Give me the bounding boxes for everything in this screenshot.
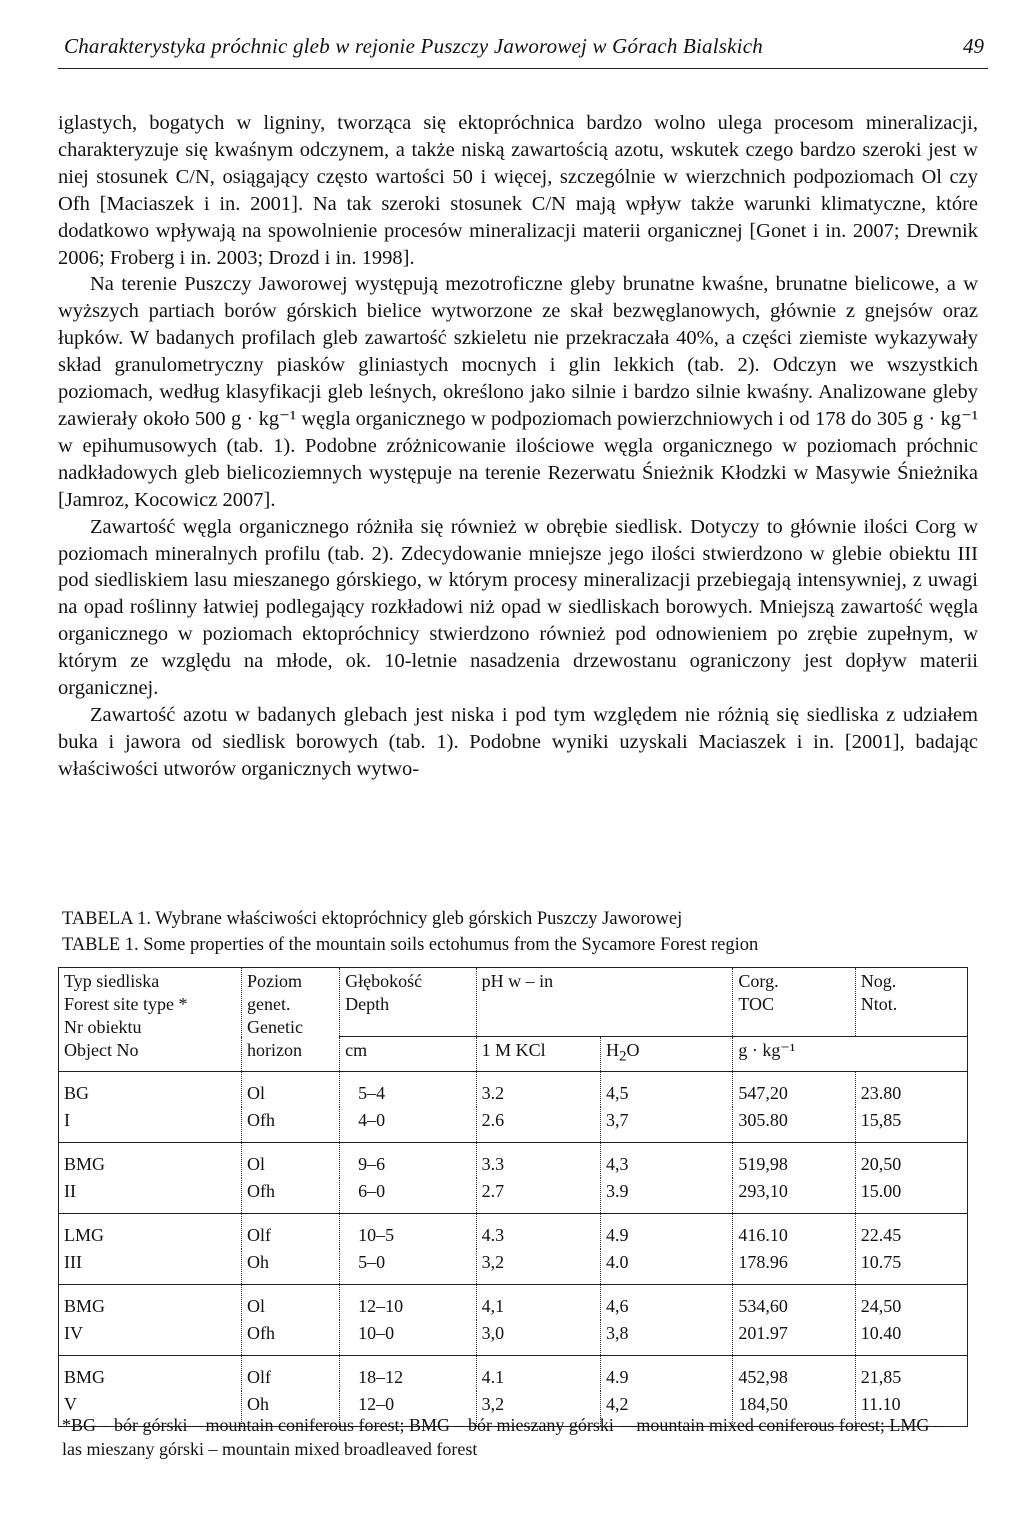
cell-site-type: BMG [59,1142,242,1178]
cell-ph-kcl: 4.1 [476,1355,600,1391]
running-title: Charakterystyka próchnic gleb w rejonie Puszczy Jaworowej w Górach Bialskich [64,34,763,58]
cell-horizon: Ol [242,1142,340,1178]
table-caption-pl: TABELA 1. Wybrane właściwości ektopróchnicy gleb górskich Puszczy Jaworowej [62,909,683,929]
cell-ph-kcl: 2.7 [476,1178,600,1214]
cell-horizon: Ofh [242,1107,340,1143]
cell-horizon: Ofh [242,1320,340,1356]
cell-nog: 11.10 [855,1391,967,1427]
cell-site-type: BG [59,1071,242,1107]
header-text: H [605,1040,619,1060]
paragraph: Zawartość azotu w badanych glebach jest niska i pod tym względem nie różnią się siedliska z udziałem buka i jawora od siedlisk borowych (tab. 1). Podobne wyniki uzyskali Maciaszek i in. [2001], badając właściwości utworów organicznych wytwo- [58,703,978,780]
table-row [59,1284,968,1320]
header-text: Nr obiektu [64,1017,142,1037]
cell-depth: 4–0 [340,1107,477,1143]
table-footnote: *BG – bór górski – mountain coniferous forest; BMG – bór mieszany górski —mountain mixed coniferous forest; LMG – las mieszany górski – mountain mixed broadleaved forest [62,1415,943,1459]
cell-corg: 178.96 [733,1249,855,1285]
cell-depth: 9–6 [340,1142,477,1178]
cell-corg: 416.10 [733,1213,855,1249]
cell-ph-kcl: 4,1 [476,1284,600,1320]
header-text: Głębokość [345,971,423,991]
cell-corg: 519,98 [733,1142,855,1178]
cell-object-no: IV [59,1320,242,1356]
cell-depth: 12–0 [340,1391,477,1427]
cell-ph-h2o: 4.0 [600,1249,732,1285]
cell-ph-h2o: 3,8 [600,1320,732,1356]
cell-ph-kcl: 3.3 [476,1142,600,1178]
cell-depth: 6–0 [340,1178,477,1214]
cell-depth: 18–12 [340,1355,477,1391]
cell-ph-h2o: 3.9 [600,1178,732,1214]
cell-depth: 12–10 [340,1284,477,1320]
header-text: Typ siedliska [64,971,160,991]
header-text: genet. [247,994,291,1014]
cell-corg: 201.97 [733,1320,855,1356]
page-number: 49 [963,34,984,58]
cell-depth: 10–0 [340,1320,477,1356]
cell-object-no: II [59,1178,242,1214]
cell-nog: 15.00 [855,1178,967,1214]
cell-ph-h2o: 4.9 [600,1355,732,1391]
table-row [59,1107,968,1143]
properties-table [58,967,968,1427]
table-row [59,1249,968,1285]
cell-corg: 534,60 [733,1284,855,1320]
cell-ph-kcl: 3,2 [476,1391,600,1427]
table-row [59,1320,968,1356]
cell-nog: 22.45 [855,1213,967,1249]
cell-nog: 15,85 [855,1107,967,1143]
paragraph: Zawartość węgla organicznego różniła się również w obrębie siedlisk. Dotyczy to głównie ilości Corg w poziomach mineralnych profilu (tab. 2). Zdecydowanie mniejsze jego ilości stwierdzono w glebie obiektu III pod siedliskiem lasu mieszanego górskiego, w którym procesy mineralizacji przebiegają intensywniej, z uwagi na opad roślinny łatwiej podlegający rozkładowi niż opad w siedliskach borowych. Mniejszą zawartość węgla organicznego w poziomach ektopróchnicy stwierdzono również pod odnowieniem po zrębie zupełnym, w którym ze względu na młode, ok. 10-letnie nasadzenia drzewostanu ograniczony jest dopływ materii organicznej. [58,515,978,700]
cell-corg: 305.80 [733,1107,855,1143]
running-header [58,34,988,69]
table-row [59,1178,968,1214]
paragraph: iglastych, bogatych w ligniny, tworząca się ektopróchnica bardzo wolno ulega procesom mineralizacji, charakteryzuje się kwaśnym odczynem, a także niską zawartością azotu, wskutek czego bardzo szeroki jest w niej stosunek C/N, osiągający często wartości 50 i więcej, szczególnie w wierzchnich podpoziomach Ol czy Ofh [Maciaszek i in. 2001]. Na tak szeroki stosunek C/N mają wpływ także warunki klimatyczne, które dodatkowo wpływają na spowolnienie procesów mineralizacji materii organicznej [Gonet i in. 2007; Drewnik 2006; Froberg i in. 2003; Drozd i in. 1998]. [58,112,978,269]
header-depth-unit: cm [340,1037,477,1072]
cell-corg: 452,98 [733,1355,855,1391]
header-text: Depth [345,994,390,1014]
cell-ph-h2o: 4,6 [600,1284,732,1320]
cell-horizon: Ofh [242,1178,340,1214]
cell-corg: 293,10 [733,1178,855,1214]
header-text: Nog. [860,971,897,991]
cell-nog: 20,50 [855,1142,967,1178]
cell-ph-kcl: 3.2 [476,1071,600,1107]
cell-depth: 5–0 [340,1249,477,1285]
header-text: Genetic [247,1017,303,1037]
cell-site-type: BMG [59,1284,242,1320]
table-row [59,1355,968,1391]
paragraph: Na terenie Puszczy Jaworowej występują mezotroficzne gleby brunatne kwaśne, brunatne bielicowe, a w wyższych partiach borów górskich bielice wytworzone ze skał bezwęglanowych, głównie z gnejsów oraz łupków. W badanych profilach gleb zawartość szkieletu nie przekraczała 40%, a części ziemiste wykazywały skład granulometryczny piasków gliniastych mocnych i glin lekkich (tab. 2). Odczyn we wszystkich poziomach, według klasyfikacji gleb leśnych, określono jako silnie i bardzo silnie kwaśny. Analizowane gleby zawierały około 500 g · kg⁻¹ węgla organicznego w podpoziomach powierzchniowych i od 178 do 305 g · kg⁻¹ w epihumusowych (tab. 1). Podobne zróżnicowanie ilościowe węgla organicznego w poziomach próchnic nadkładowych gleb bielicoziemnych występuje na terenie Rezerwatu Śnieżnik Kłodzki w Masywie Śnieżnika [Jamroz, Kocowicz 2007]. [58,273,978,511]
cell-ph-kcl: 4.3 [476,1213,600,1249]
header-text: pH w – in [481,971,554,991]
header-text: horizon [247,1040,302,1060]
header-text: Corg. [738,971,779,991]
table-header-row [59,968,968,1037]
table-row [59,1071,968,1107]
header-corg [733,968,855,1037]
header-depth [340,968,477,1037]
cell-site-type: LMG [59,1213,242,1249]
cell-horizon: Oh [242,1249,340,1285]
cell-ph-h2o: 4,2 [600,1391,732,1427]
table-row [59,1142,968,1178]
cell-horizon: Ol [242,1071,340,1107]
header-text: Object No [64,1040,139,1060]
cell-ph-h2o: 3,7 [600,1107,732,1143]
table-row [59,1213,968,1249]
header-text: Poziom [247,971,303,991]
header-ph-h2o [600,1037,732,1072]
table-body [59,1071,968,1426]
cell-nog: 10.75 [855,1249,967,1285]
header-text: TOC [738,994,775,1014]
cell-depth: 10–5 [340,1213,477,1249]
cell-ph-kcl: 3,2 [476,1249,600,1285]
cell-depth: 5–4 [340,1071,477,1107]
cell-object-no: I [59,1107,242,1143]
header-horizon [242,968,340,1072]
cell-horizon: Olf [242,1213,340,1249]
cell-horizon: Ol [242,1284,340,1320]
cell-site-type: BMG [59,1355,242,1391]
header-unit: g · kg⁻¹ [733,1037,968,1072]
cell-corg: 547,20 [733,1071,855,1107]
cell-nog: 24,50 [855,1284,967,1320]
cell-horizon: Olf [242,1355,340,1391]
body-text [58,110,978,783]
header-text: 2 [618,1048,627,1065]
cell-nog: 10.40 [855,1320,967,1356]
cell-nog: 21,85 [855,1355,967,1391]
cell-ph-h2o: 4.9 [600,1213,732,1249]
table-caption-en: TABLE 1. Some properties of the mountain soils ectohumus from the Sycamore Forest region [62,935,759,955]
header-nog [855,968,967,1037]
cell-ph-kcl: 3,0 [476,1320,600,1356]
cell-horizon: Oh [242,1391,340,1427]
header-text: Forest site type * [64,994,188,1014]
header-ph [476,968,733,1037]
cell-ph-kcl: 2.6 [476,1107,600,1143]
cell-ph-h2o: 4,5 [600,1071,732,1107]
header-site-type [59,968,242,1072]
cell-nog: 23.80 [855,1071,967,1107]
cell-corg: 184,50 [733,1391,855,1427]
cell-ph-h2o: 4,3 [600,1142,732,1178]
header-text: O [626,1040,640,1060]
header-text: Ntot. [860,994,898,1014]
header-ph-kcl: 1 M KCl [476,1037,600,1072]
cell-object-no: III [59,1249,242,1285]
cell-object-no: V [59,1391,242,1427]
